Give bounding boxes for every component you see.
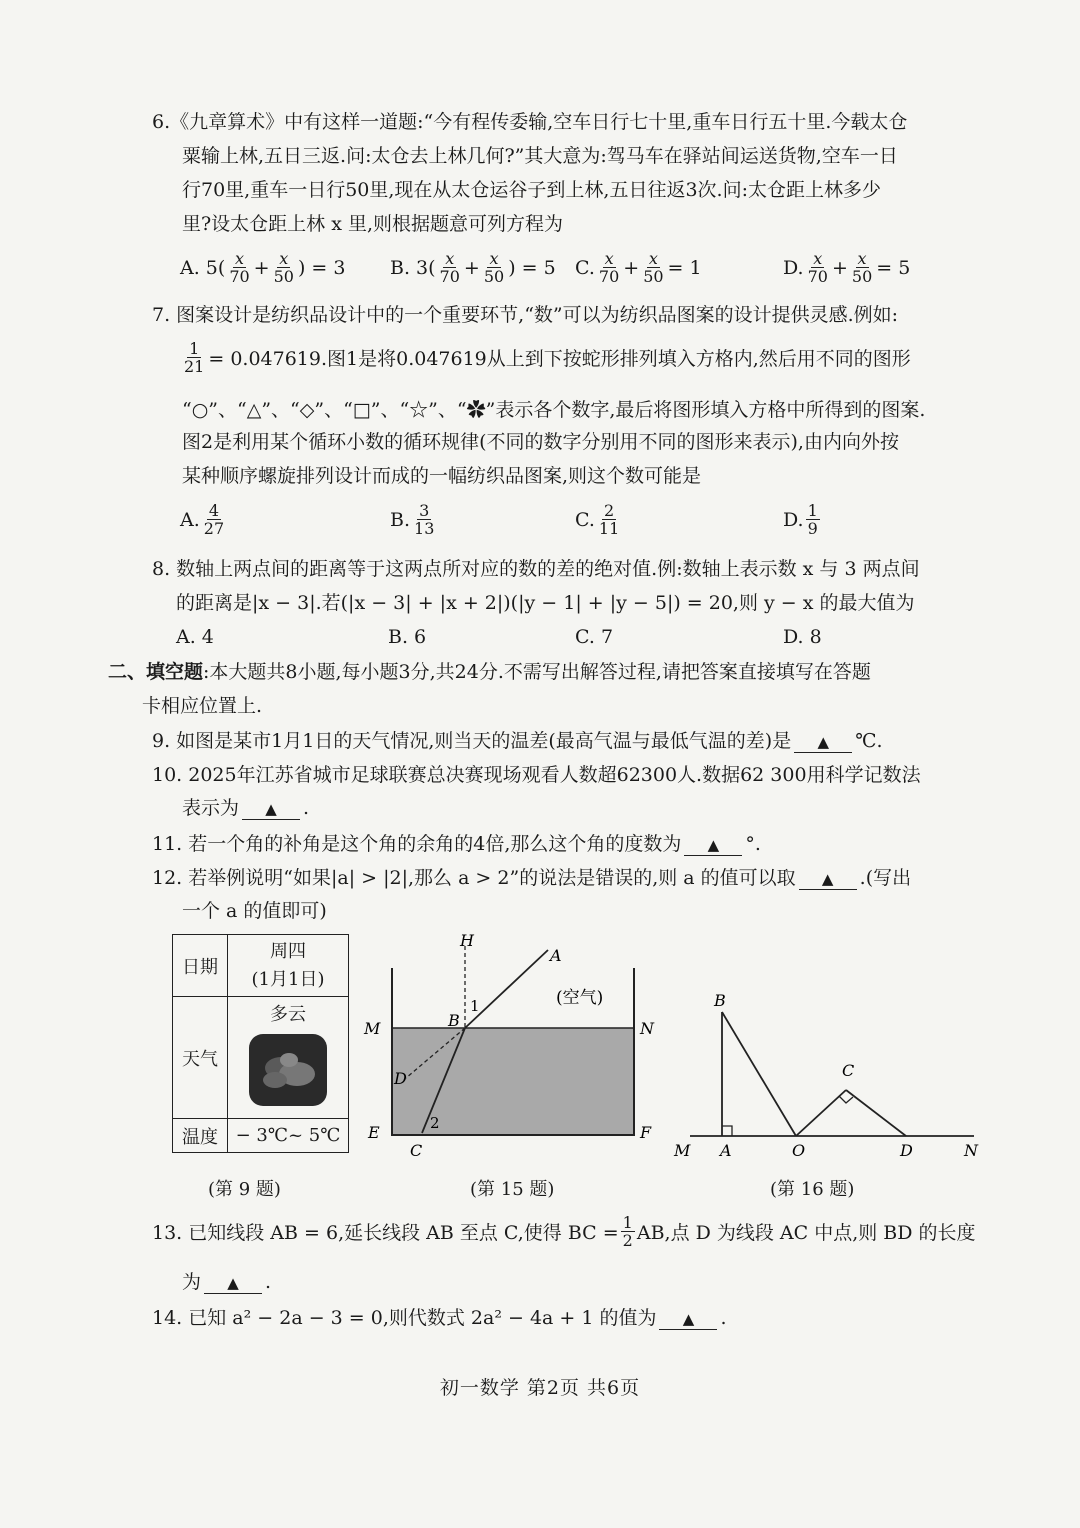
temperature-label: 温度 [173,1119,228,1153]
q13-line-1: 13. 已知线段 AB = 6,延长线段 AB 至点 C,使得 BC = $\frac{1}{2}$ AB,点 D 为线段 AC 中点,则 BD 的长度 [152,1213,976,1250]
date-value: 周四 (1月1日) [228,935,349,997]
q8-option-d: D. 8 [783,626,822,648]
q7-line-2: $\frac{1}{21}$ = 0.047619.图1是将0.047619从上到下按蛇形排列填入方格内,然后用不同的图形 [184,339,911,376]
q11-answer-blank[interactable]: ▲ [684,834,742,856]
q7-option-c: C. $\frac{2}{11}$ [575,501,620,538]
q7-line-4: 图2是利用某个循环小数的循环规律(不同的数字分别用不同的图形来表示),由内向外按 [182,431,899,453]
section-2-line-2: 卡相应位置上. [142,695,263,717]
q9-line: 9. 如图是某市1月1日的天气情况,则当天的温差(最高气温与最低气温的差)是 ▲ ℃. [152,730,883,752]
q7-option-d: D. $\frac{1}{9}$ [783,501,818,538]
q6-line-2: 粟输上林,五日三返.问:太仓去上林几何?”其大意为:驾马车在驿站间运送货物,空车一日 [182,145,898,167]
q13-line-2: 为 ▲ . [182,1271,272,1293]
label-M: M [364,1019,381,1038]
label-angle-2: 2 [430,1114,440,1132]
fig15-caption: (第 15 题) [470,1179,555,1200]
page-footer: 初一数学 第2页 共6页 [439,1377,641,1399]
label-D: D [394,1069,407,1088]
section-2-title: 二、填空题 [108,661,204,683]
q8-line-1: 8. 数轴上两点间的距离等于这两点所对应的数的差的绝对值.例:数轴上表示数 x 与 3 两点间 [152,558,920,580]
q6-option-d: D. $\frac{x}{70}$ + $\frac{x}{50}$ = 5 [783,249,911,286]
q6-line-4: 里?设太仓距上林 x 里,则根据题意可列方程为 [182,213,564,235]
weather-label: 天气 [173,997,228,1119]
label-air: (空气) [556,988,604,1008]
q7-line-5: 某种顺序螺旋排列设计而成的一幅纺织品图案,则这个数可能是 [182,465,702,487]
q8-option-b: B. 6 [388,626,427,648]
q11-line: 11. 若一个角的补角是这个角的余角的4倍,那么这个角的度数为 ▲ °. [152,833,761,855]
label-M-16: M [674,1141,691,1160]
segment-OC [796,1090,846,1136]
label-A: A [550,946,562,965]
right-angle-A [722,1126,732,1136]
q6-line-3: 行70里,重车一日行50里,现在从太仓运谷子到上林,五日往返3次.问:太仓距上林多少 [182,179,882,201]
temperature-value: − 3℃~ 5℃ [228,1119,349,1153]
q6-line-1: 6.《九章算术》中有这样一道题:“今有程传委输,空车日行七十里,重车日行五十里.今载太仓 [152,111,908,133]
q10-line-2: 表示为 ▲ . [182,797,310,819]
right-angle-C [839,1096,853,1103]
q13-answer-blank[interactable]: ▲ [204,1272,262,1294]
q14-line: 14. 已知 a² − 2a − 3 = 0,则代数式 2a² − 4a + 1 的值为 ▲ . [152,1307,727,1329]
section-2-heading: 二、填空题:本大题共8小题,每小题3分,共24分.不需写出解答过程,请把答案直接填写在答题 [108,661,871,683]
label-C-16: C [842,1061,855,1080]
weather-table [172,934,349,1153]
q7-line-1: 7. 图案设计是纺织品设计中的一个重要环节,“数”可以为纺织品图案的设计提供灵感.例如: [152,304,899,326]
label-F: F [640,1123,652,1142]
q6-option-c: C. $\frac{x}{70}$ + $\frac{x}{50}$ = 1 [575,249,702,286]
q8-option-c: C. 7 [575,626,614,648]
segment-BO [722,1012,796,1136]
q8-option-a: A. 4 [176,626,214,648]
q10-line-1: 10. 2025年江苏省城市足球联赛总决赛现场观看人数超62300人.数据62 300用科学记数法 [152,764,921,786]
label-A-16: A [720,1141,732,1160]
fig9-caption: (第 9 题) [208,1179,281,1200]
q12-answer-blank[interactable]: ▲ [799,868,857,890]
refraction-diagram [358,928,658,1168]
q7-option-a: A. $\frac{4}{27}$ [180,501,225,538]
label-H: H [460,931,474,950]
fig16-caption: (第 16 题) [770,1179,855,1200]
q6-option-a: A. 5( $\frac{x}{70}$ + $\frac{x}{50}$ ) = 3 [180,249,346,286]
q6-option-b: B. 3( $\frac{x}{70}$ + $\frac{x}{50}$ ) = 5 [390,249,556,286]
label-B: B [448,1011,460,1030]
label-N-16: N [964,1141,978,1160]
q7-line-3: “○”、“△”、“◇”、“□”、“☆”、“✿”表示各个数字,最后将图形填入方格中所得到的图案. [182,399,926,421]
label-D-16: D [900,1141,913,1160]
label-O-16: O [792,1141,806,1160]
label-B-16: B [714,991,726,1010]
weather-value: 多云 [270,1003,306,1025]
cloudy-icon [245,1030,331,1110]
label-E: E [368,1123,380,1142]
label-C: C [410,1141,423,1160]
q12-line-2: 一个 a 的值即可) [182,900,327,922]
segment-CD [846,1090,906,1136]
q14-answer-blank[interactable]: ▲ [659,1308,717,1330]
geometry-diagram [668,986,988,1186]
q9-answer-blank[interactable]: ▲ [794,731,852,753]
ray-BA [465,950,548,1028]
date-label: 日期 [173,935,228,997]
q7-option-b: B. $\frac{3}{13}$ [390,501,435,538]
q12-line-1: 12. 若举例说明“如果|a| > |2|,那么 a > 2”的说法是错误的,则 a 的值可以取 ▲ .(写出 [152,867,912,889]
label-angle-1: 1 [470,997,480,1015]
q8-line-2: 的距离是|x − 3|.若(|x − 3| + |x + 2|)(|y − 1| + |y − 5|) = 20,则 y − x 的最大值为 [176,592,915,614]
weather-cell [228,997,349,1119]
q10-answer-blank[interactable]: ▲ [242,798,300,820]
label-N: N [640,1019,654,1038]
